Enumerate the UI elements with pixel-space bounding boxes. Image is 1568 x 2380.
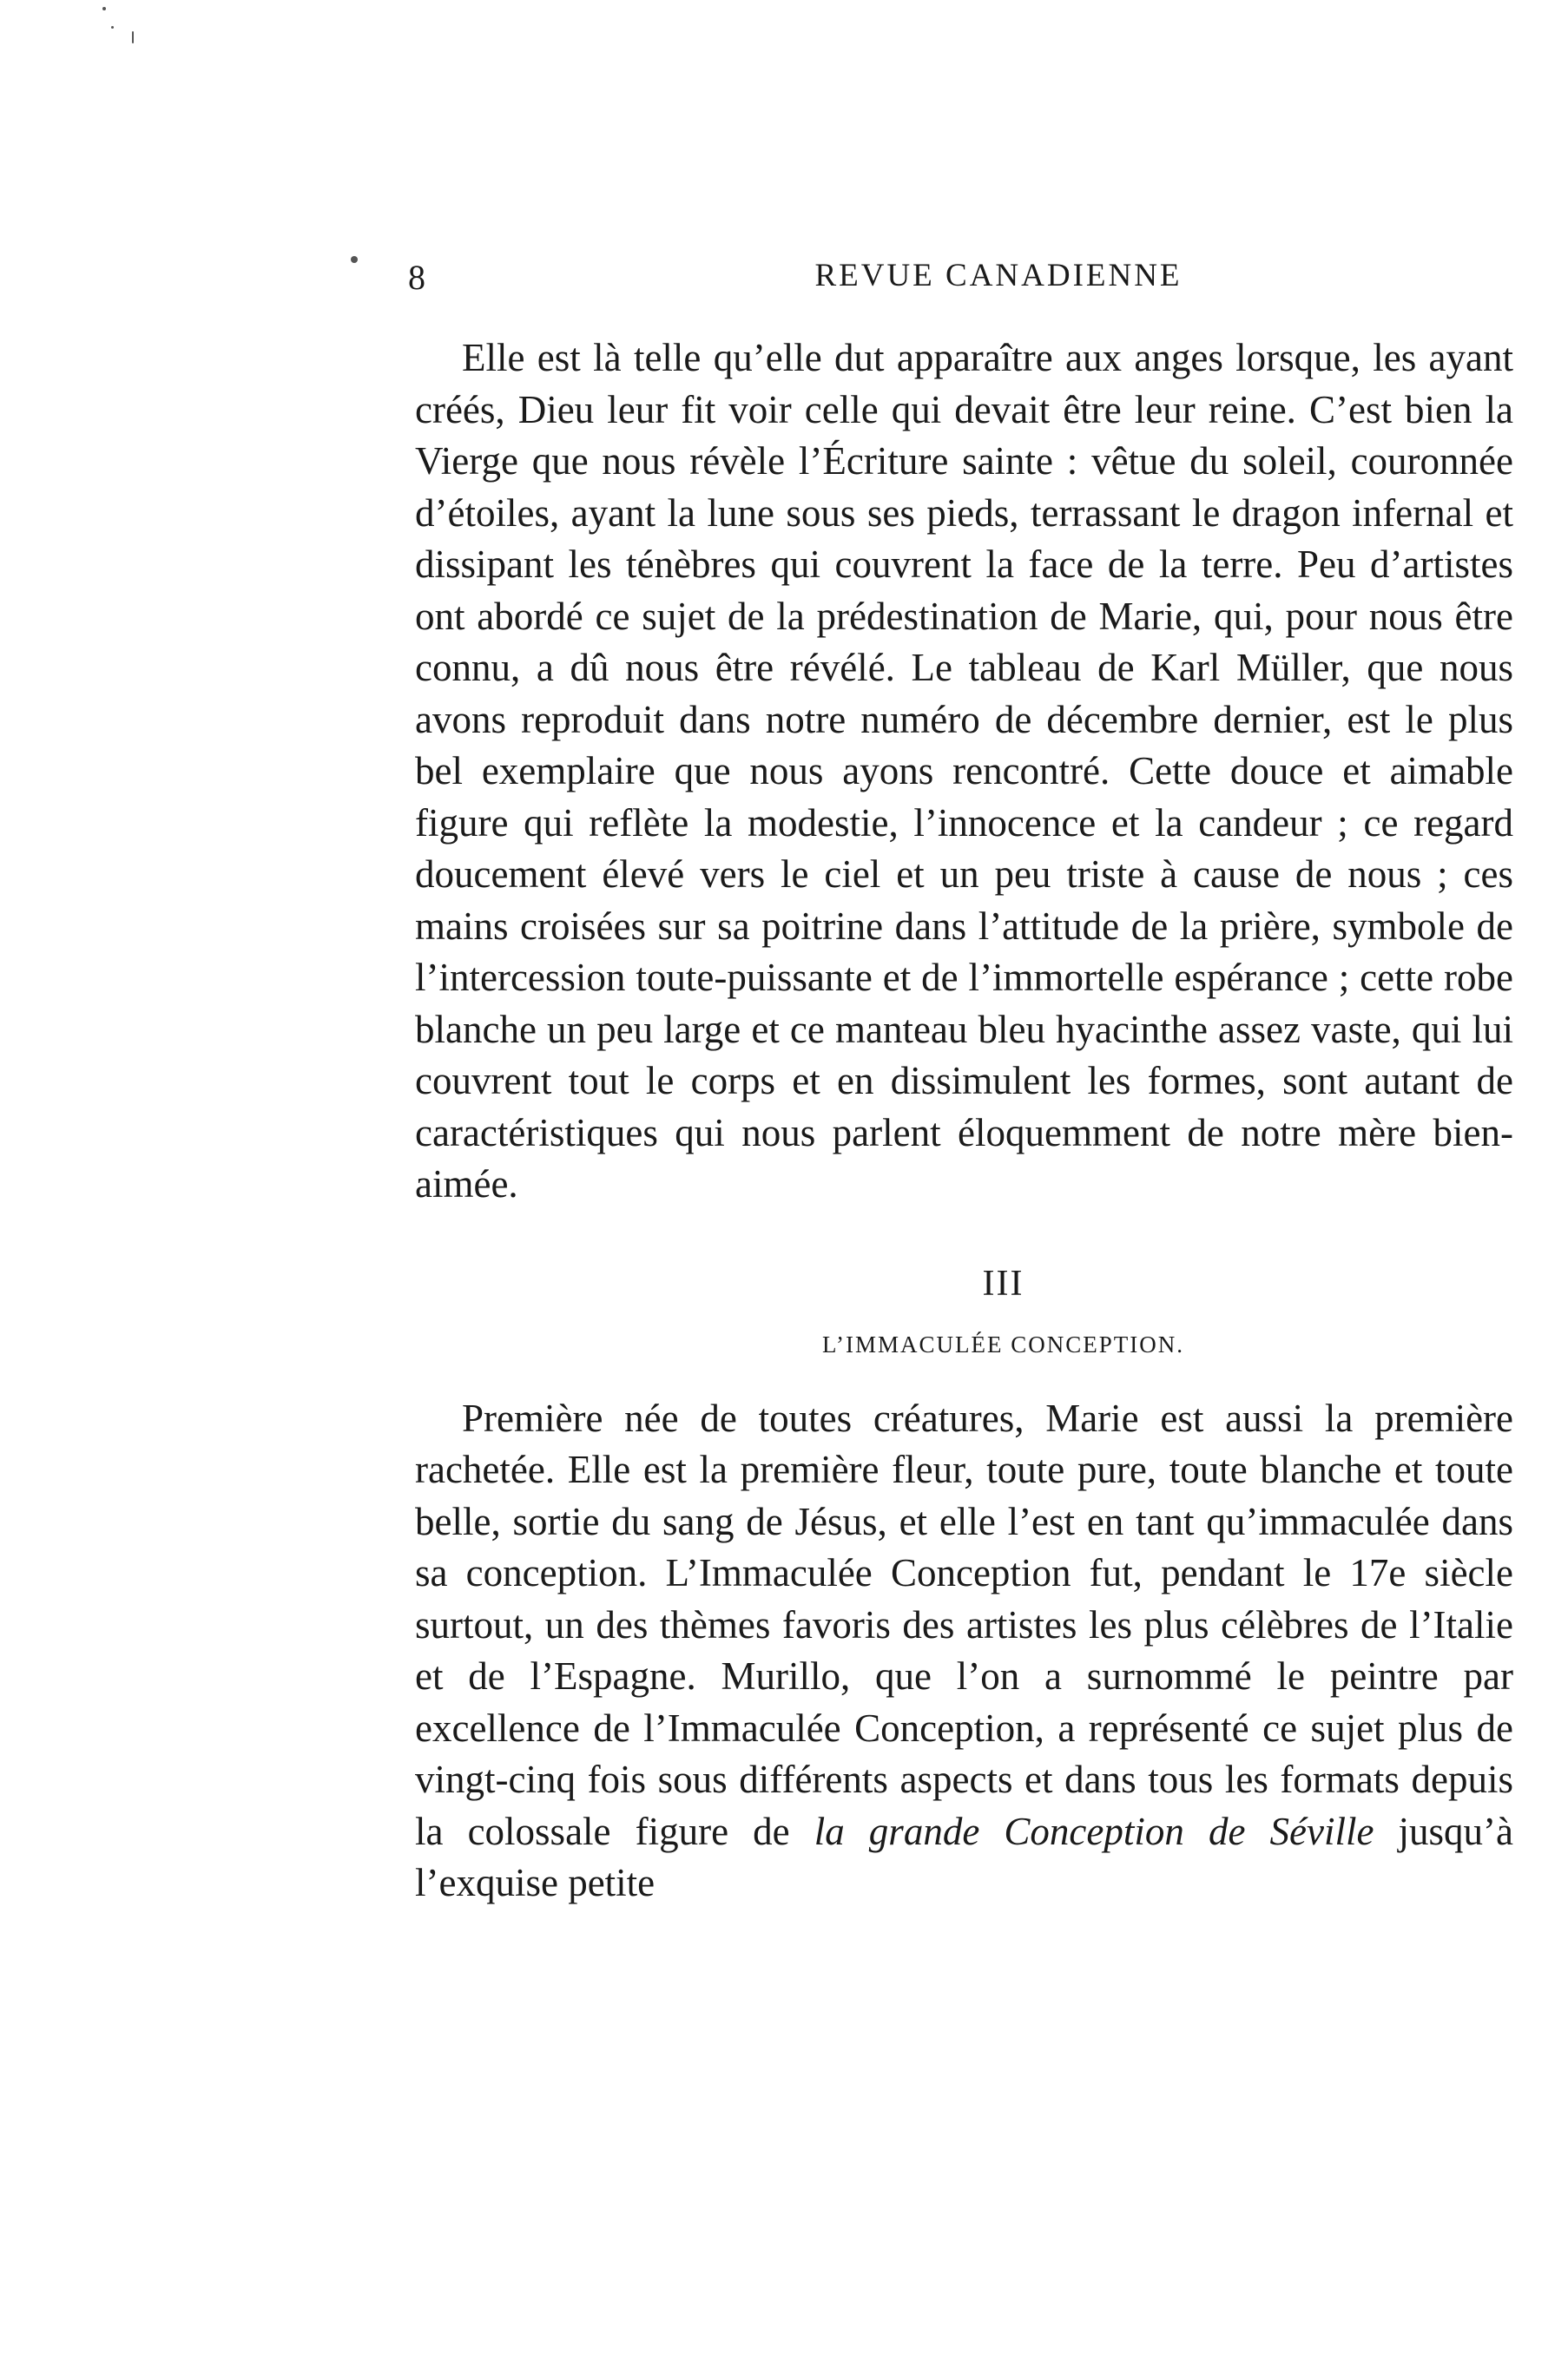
paragraph-2 (415, 1393, 1513, 1910)
paragraph-2-text: Première née de toutes créatures, Marie est aussi la première rachetée. Elle est la première fleur, toute pure, toute blanche et toute belle, sortie du sang de Jésus, et elle l’est en tant qu’immaculée dans sa conception. L’Immaculée Conception fut, pendant le 17e siècle surtout, un des thèmes favoris des artistes les plus célèbres de l’Italie et de l’Espagne. Murillo, que l’on a surnommé le peintre par excellence de l’Immaculée Conception, a représenté ce sujet plus de vingt-cinq fois sous différents aspects et dans tous les formats depuis la colossale figure de (415, 1396, 1513, 1853)
margin-speck (102, 7, 106, 10)
paragraph-2-end: jusqu’à l’exquise petite (415, 1809, 1514, 1904)
running-title: REVUE CANADIENNE (814, 258, 1183, 293)
paragraph-1: Elle est là telle qu’elle dut apparaître aux anges lorsque, les ayant créés, Dieu leur fit voir celle qui devait être leur reine. C’est bien la Vierge que nous révèle l’Écriture sainte : vêtue du soleil, couronnée d’étoiles, ayant la lune sous ses pieds, terrassant le dragon infernal et dissipant les ténèbres qui couvrent la face de la terre. Peu d’artistes ont abordé ce sujet de la prédestination de Marie, qui, pour nous être connu, a dû nous être révélé. Le tableau de Karl Müller, que nous avons reproduit dans notre numéro de décembre dernier, est le plus bel exemplaire que nous ayons rencontré. Cette douce et aimable figure qui reflète la modestie, l’innocence et la candeur ; ce regard doucement élevé vers le ciel et un peu triste à cause de nous ; ces mains croisées sur sa poitrine dans l’attitude de la prière, symbole de l’intercession toute-puissante et de l’immortelle espérance ; cette robe blanche un peu large et ce manteau bleu hyacinthe assez vaste, qui lui couvrent tout le corps et en dissimulent les formes, sont autant de caractéristiques qui nous parlent éloquemment de notre mère bien-aimée. (415, 336, 1513, 1206)
margin-speck (111, 26, 114, 29)
section-title: L’IMMACULÉE CONCEPTION. (822, 1331, 1184, 1358)
section-number: III (982, 1263, 1024, 1304)
body-text (415, 332, 1513, 1910)
margin-speck (351, 256, 358, 263)
artwork-title: la grande Conception de Séville (814, 1809, 1374, 1853)
margin-speck (132, 31, 134, 43)
page-number: 8 (408, 258, 426, 297)
page-header (408, 257, 1511, 300)
